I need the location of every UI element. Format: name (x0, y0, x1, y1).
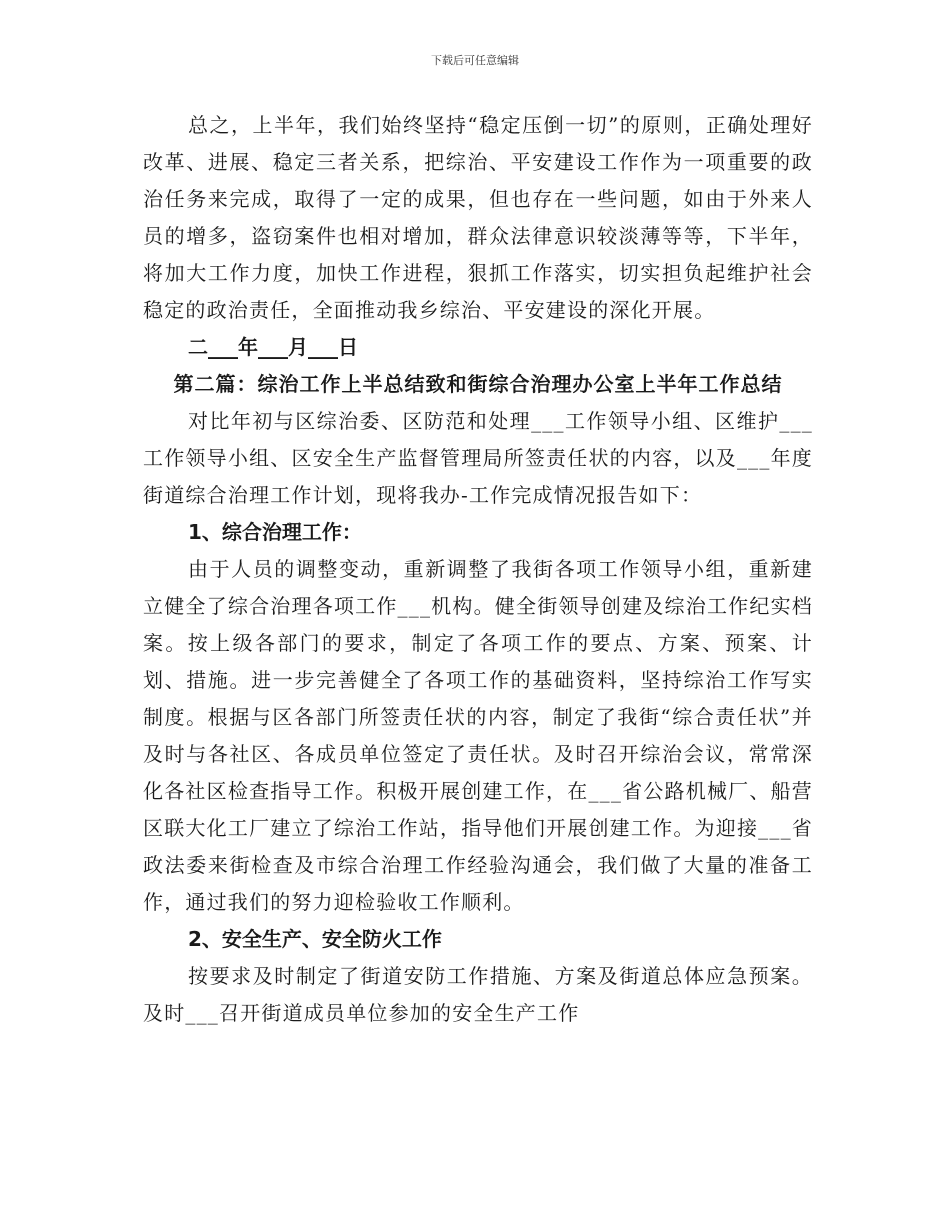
paragraph-summary: 总之，上半年，我们始终坚持“稳定压倒一切”的原则，正确处理好改革、进展、稳定三者关系，把综治、平安建设工作作为一项重要的政治任务来完成，取得了一定的成果，但也存在一些问题，如由于外来人员的增多，盗窃案件也相对增加，群众法律意识较淡薄等等，下半年，将加大工作力度，加快工作进程，狠抓工作落实，切实担负起维护社会稳定的政治责任，全面推动我乡综治、平安建设的深化开展。 (143, 113, 813, 322)
heading-comprehensive-governance: 1、综合治理工作： (188, 520, 362, 544)
heading-safety-production: 2、安全生产、安全防火工作 (188, 927, 442, 951)
paragraph-governance: 由于人员的调整变动，重新调整了我街各项工作领导小组，重新建立健全了综合治理各项工作___机构。健全街领导创建及综治工作纪实档案。按上级各部门的要求，制定了各项工作的要点、方案、预案、计划、措施。进一步完善健全了各项工作的基础资料，坚持综治工作写实制度。根据与区各部门所签责任状的内容，制定了我街“综合责任状”并及时与各社区、各成员单位签定了责任状。及时召开综治会议，常常深化各社区检查指导工作。积极开展创建工作，在___省公路机械厂、船营区联大化工厂建立了综治工作站，指导他们开展创建工作。为迎接___省政法委来街检查及市综合治理工作经验沟通会，我们做了大量的准备工作，通过我们的努力迎检验收工作顺利。 (143, 557, 813, 914)
paragraph-safety: 按要求及时制定了街道安防工作措施、方案及街道总体应急预案。及时___召开街道成员单位参加的安全生产工作 (143, 964, 813, 1025)
section-title: 第二篇：综治工作上半总结致和街综合治理办公室上半年工作总结 (173, 372, 783, 396)
page-header: 下载后可任意编辑 (431, 54, 519, 67)
document-body (143, 107, 813, 1032)
date-line: 二___年___月___日 (188, 335, 358, 359)
paragraph-intro: 对比年初与区综治委、区防范和处理___工作领导小组、区维护___工作领导小组、区安全生产监督管理局所签责任状的内容，以及___年度街道综合治理工作计划，现将我办-工作完成情况报告如下： (143, 409, 813, 507)
